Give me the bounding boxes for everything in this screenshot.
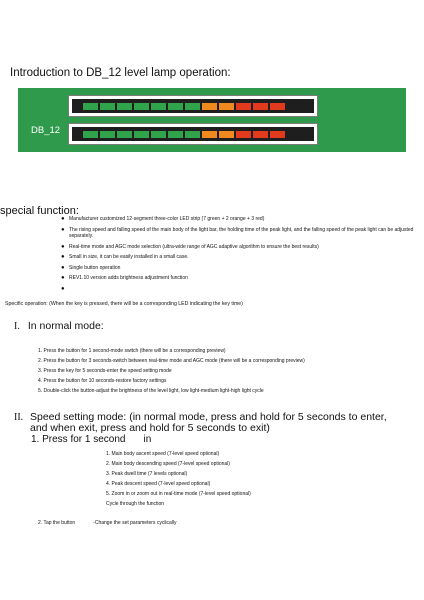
list-item: ● Real-time mode and AGC mode selection (ultra-wide range of AGC adaptive algorithm to ensure the best results): [61, 243, 319, 250]
speed-sub-heading: 1. Press for 1 second in: [31, 434, 152, 445]
led-board-illustration: [18, 88, 406, 152]
led-segment-green: [134, 131, 149, 138]
led-segment-orange: [202, 103, 217, 110]
bullet-icon: ●: [61, 243, 65, 250]
list-item: 5. Zoom in or zoom out in real-time mode (7-level speed optional): [106, 491, 251, 497]
led-segment-green: [100, 131, 115, 138]
list-item: 5. Double-click the button-adjust the brightness of the level light, low light-medium light-high light cycle: [38, 388, 264, 394]
led-segment-red: [236, 103, 251, 110]
list-item: 1. Main body ascent speed (7-level speed optional): [106, 451, 220, 457]
bullet-icon: ●: [61, 254, 65, 260]
section-numeral: I.: [14, 321, 20, 332]
led-segment-green: [83, 103, 98, 110]
special-function-heading: special function:: [0, 205, 79, 217]
led-segment-green: [168, 131, 183, 138]
led-segment-orange: [219, 103, 234, 110]
list-item: ● The rising speed and falling speed of the main body of the light bar, the holding time of the peak light, and the falling speed of the peak light can be adjusted separately.: [61, 226, 414, 239]
list-item: ● Single button operation: [61, 264, 121, 271]
list-item: 2. Main body descending speed (7-level speed optional): [106, 461, 230, 467]
led-segment-green: [168, 103, 183, 110]
list-item: 1. Press the button for 1 second-mode switch (there will be a corresponding preview): [38, 348, 226, 354]
operation-note: Specific operation: (When the key is pressed, there will be a corresponding LED indicating the key time): [5, 301, 243, 307]
list-item: 4. Press the button for 10 seconds-restore factory settings: [38, 378, 167, 384]
led-segment-green: [185, 131, 200, 138]
led-segment-green: [117, 131, 132, 138]
led-segment-red: [253, 131, 268, 138]
led-segment-orange: [202, 131, 217, 138]
led-segment-green: [83, 131, 98, 138]
led-segment-red: [236, 131, 251, 138]
list-item: 4. Peak descent speed (7-level speed optional): [106, 481, 211, 487]
list-item: ● REV1.10 version adds brightness adjustment function: [61, 275, 188, 281]
speed-mode-heading: II. Speed setting mode: (in normal mode, press and hold for 5 seconds to enter, and when exit, press and hold for 5 seconds to exit): [14, 411, 387, 434]
led-strip-bottom-segments: [72, 127, 314, 141]
speed-settings-list: [106, 451, 251, 511]
led-segment-green: [134, 103, 149, 110]
led-segment-red: [270, 103, 285, 110]
led-segment-green: [185, 103, 200, 110]
bullet-icon: ●: [61, 285, 65, 292]
led-segment-red: [270, 131, 285, 138]
bullet-icon: ●: [61, 226, 65, 233]
list-item: 2. Press the button for 3 seconds-switch between real-time mode and AGC mode (there will be a corresponding preview): [38, 358, 305, 364]
list-item: Cycle through the function: [106, 501, 165, 507]
list-item: ● Manufacturer customized 12-segment three-color LED strip (7 green + 2 orange + 3 red): [61, 216, 265, 222]
led-segment-green: [151, 103, 166, 110]
led-strip-bottom: [68, 123, 318, 145]
led-strip-top-segments: [72, 99, 314, 113]
board-label: DB_12: [31, 125, 61, 136]
led-segment-green: [117, 103, 132, 110]
bullet-icon: ●: [61, 216, 65, 222]
led-segment-red: [253, 103, 268, 110]
bullet-icon: ●: [61, 264, 65, 271]
page-title: Introduction to DB_12 level lamp operation:: [10, 67, 231, 79]
special-function-list: [60, 216, 424, 292]
led-strip-top: [68, 95, 318, 117]
normal-mode-steps: [38, 348, 305, 398]
list-item: 3. Peak dwell time (7 levels optional): [106, 471, 188, 477]
tap-button-instruction: 2. Tap the button -Change the set parameters cyclically: [38, 520, 177, 526]
led-segment-green: [100, 103, 115, 110]
led-segment-green: [151, 131, 166, 138]
bullet-icon: ●: [61, 275, 65, 281]
section-numeral: II.: [14, 412, 24, 423]
led-segment-orange: [219, 131, 234, 138]
list-item: ● Small in size, it can be easily installed in a small case.: [61, 254, 189, 260]
list-item: 3. Press the key for 5 seconds-enter the speed setting mode: [38, 368, 172, 374]
normal-mode-heading: I. In normal mode:: [14, 320, 104, 332]
